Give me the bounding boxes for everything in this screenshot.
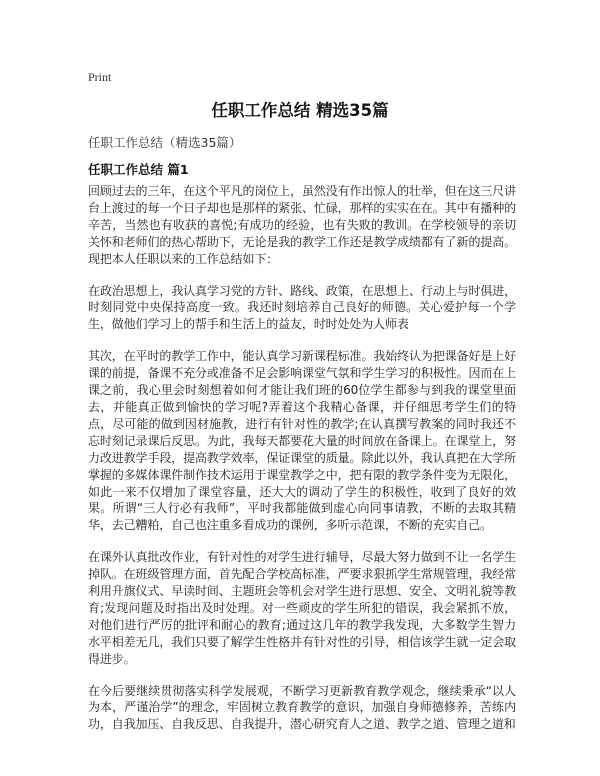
page-title: 任职工作总结 精选35篇 bbox=[211, 101, 389, 120]
article-body bbox=[88, 183, 516, 748]
paragraph-teaching: 其次，在平时的教学工作中，能认真学习新课程标准。我始终认为把课备好是上好课的前提，备课不充分或准备不足会影响课堂气氛和学生学习的积极性。因而在上课之前，我心里会时刻想着如何才能让我们班的60位学生都参与到我的课堂里面去，并能真正做到愉快的学习呢?弄着这个我精心备课，并仔细思考学生们的特点，尽可能的做到因材施教，进行有针对性的教学;在认真撰写教案的同时我还不忘时刻记录课后反思。为此，我每天都要花大量的时间放在备课上。在课堂上，努力改进教学手段，提高教学效率，保证课堂的质量。除此以外，我认真把在大学所掌握的多媒体课件制作技术运用于课堂教学之中，把有限的教学条件变为无限化，如此一来不仅增加了课堂容量，还大大的调动了学生的积极性，收到了良好的效果。所谓“三人行必有我师”，平时我都能做到虚心向同事请教，不断的去取其精华，去己糟粕，自己也注重多看成功的课例，多听示范课，不断的充实自己。 bbox=[88, 349, 516, 533]
document-subtitle: 任职工作总结（精选35篇） bbox=[88, 135, 242, 150]
paragraph-intro: 回顾过去的三年，在这个平凡的岗位上，虽然没有作出惊人的壮举，但在这三尺讲台上渡过的每一个日子却也是那样的紧张、忙碌，那样的实实在在。其中有播种的辛苦，当然也有收获的喜悦;有成功的经验，也有失败的教训。在学校领导的亲切关怀和老师们的热心帮助下，无论是我的教学工作还是教学成绩都有了新的提高。现把本人任职以来的工作总结如下： bbox=[88, 184, 516, 266]
paragraph-class-management: 在课外认真批改作业，有针对性的对学生进行辅导，尽最大努力做到不让一名学生掉队。在班级管理方面，首先配合学校高标准，严要求狠抓学生常规管理，我经常利用升旗仪式、早读时间、主题班会等机会对学生进行思想、安全、文明礼貌等教育;发现问题及时指出及时处理。对一些顽皮的学生所犯的错误，我会紧抓不放，对他们进行严厉的批评和耐心的教育;通过这几年的教学我发现，大多数学生智力水平相差无几，我们只要了解学生性格并有针对性的引导，相信该学生就一定会取得进步。 bbox=[88, 550, 516, 666]
paragraph-future: 在今后要继续贯彻落实科学发展观，不断学习更新教育教学观念，继续秉承“以人为本，严谨治学”的理念，牢固树立教育教学的意识，加强自身师德修养，苦练内功，自我加压、自我反思、自我提升，潜心研究育人之道、教学之道、管理之道和 bbox=[88, 683, 516, 732]
paragraph-political: 在政治思想上，我认真学习党的方针、路线、政策，在思想上、行动上与时俱进，时刻同党中央保持高度一致。我还时刻培养自己良好的师德。关心爱护每一个学生，做他们学习上的帮手和生活上的益友，时时处处为人师表 bbox=[88, 283, 516, 332]
section-heading: 任职工作总结 篇1 bbox=[88, 162, 189, 177]
print-link[interactable]: Print bbox=[88, 70, 112, 84]
